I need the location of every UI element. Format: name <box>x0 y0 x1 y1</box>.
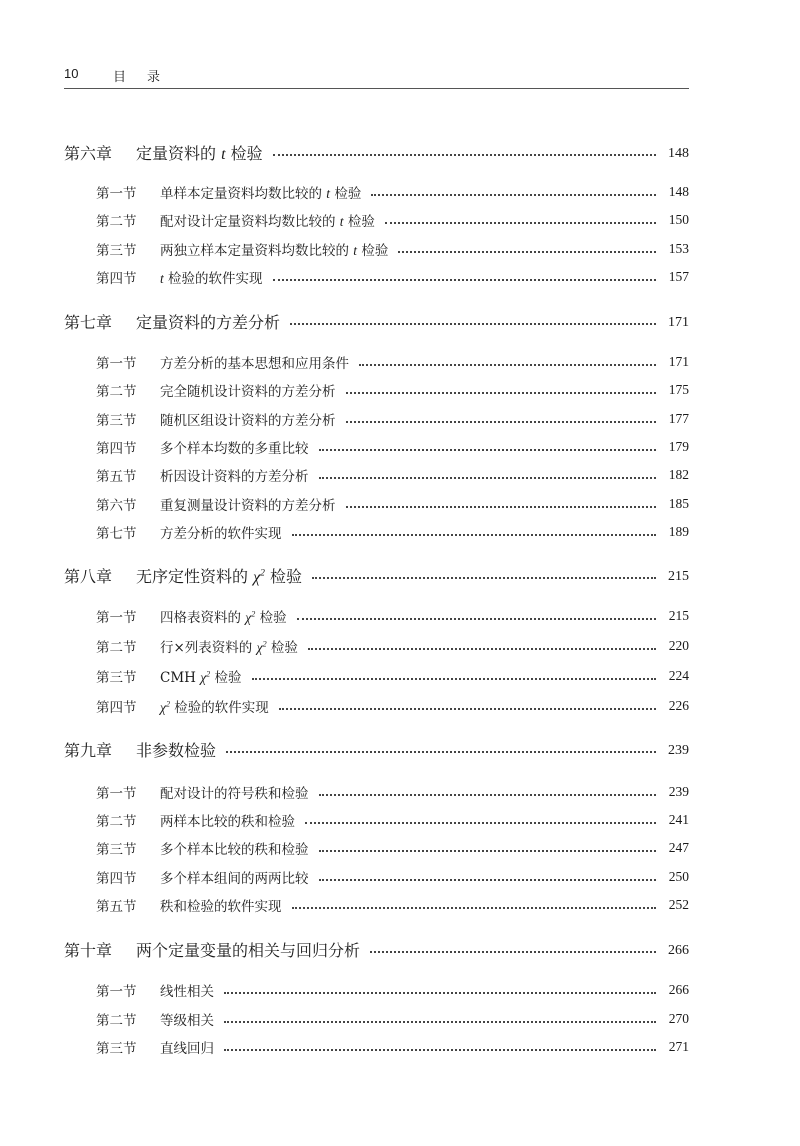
toc-section[interactable] <box>64 464 689 486</box>
leader-dots <box>305 822 656 824</box>
section-page: 226 <box>668 698 689 713</box>
leader-dots <box>312 577 656 579</box>
section-title: 方差分析的基本思想和应用条件 <box>160 356 349 372</box>
section-number: 第三节 <box>96 243 137 259</box>
section-title: 完全随机设计资料的方差分析 <box>160 384 336 400</box>
section-number: 第三节 <box>96 413 137 429</box>
leader-dots <box>398 251 656 253</box>
chapter-title: 无序定性资料的 $\chi^2$ 检验 <box>136 566 303 586</box>
leader-dots <box>290 323 656 325</box>
chapter-page: 266 <box>668 943 689 958</box>
chapter-number: 第七章 <box>64 312 113 332</box>
toc-section[interactable] <box>64 521 689 543</box>
section-title: 析因设计资料的方差分析 <box>160 469 309 485</box>
chapter-title: 定量资料的 t 检验 <box>136 143 263 163</box>
section-title: 单样本定量资料均数比较的 t 检验 <box>160 186 362 202</box>
section-title: 直线回归 <box>160 1041 214 1057</box>
section-page: 179 <box>668 439 689 454</box>
section-title: 行×列表资料的 $\chi^2$ 检验 <box>160 639 298 656</box>
running-header <box>64 64 689 89</box>
section-page: 185 <box>668 496 689 511</box>
leader-dots <box>371 194 656 196</box>
section-page: 239 <box>668 784 689 799</box>
section-number: 第一节 <box>96 356 137 372</box>
section-number: 第五节 <box>96 899 137 915</box>
section-title: 等级相关 <box>160 1013 214 1029</box>
header-page-number: 10 <box>64 66 79 81</box>
leader-dots <box>297 618 656 620</box>
leader-dots <box>319 449 657 451</box>
section-page: 250 <box>668 869 689 884</box>
section-title: 随机区组设计资料的方差分析 <box>160 413 336 429</box>
toc-section[interactable] <box>64 665 689 687</box>
toc-section[interactable] <box>64 894 689 916</box>
chapter-number: 第十章 <box>64 940 113 960</box>
toc-section[interactable] <box>64 635 689 657</box>
toc-section[interactable] <box>64 181 689 203</box>
section-page: 224 <box>668 668 689 683</box>
toc-chapter[interactable] <box>64 141 689 163</box>
section-page: 177 <box>668 411 689 426</box>
leader-dots <box>292 534 657 536</box>
leader-dots <box>359 364 656 366</box>
header-title-char-2: 录 <box>147 69 161 84</box>
section-page: 252 <box>668 897 689 912</box>
leader-dots <box>252 678 656 680</box>
leader-dots <box>319 477 657 479</box>
leader-dots <box>224 1049 656 1051</box>
section-page: 215 <box>668 608 689 623</box>
section-title: 两样本比较的秩和检验 <box>160 814 295 830</box>
leader-dots <box>292 907 657 909</box>
toc-section[interactable] <box>64 605 689 627</box>
section-title: 多个样本均数的多重比较 <box>160 441 309 457</box>
toc-section[interactable] <box>64 408 689 430</box>
toc-chapter[interactable] <box>64 564 689 586</box>
leader-dots <box>319 794 657 796</box>
leader-dots <box>370 951 656 953</box>
section-title: 方差分析的软件实现 <box>160 526 282 542</box>
toc-section[interactable] <box>64 209 689 231</box>
toc-section[interactable] <box>64 379 689 401</box>
leader-dots <box>224 1021 656 1023</box>
leader-dots <box>224 992 656 994</box>
section-page: 182 <box>668 467 689 482</box>
leader-dots <box>273 154 656 156</box>
section-title: 重复测量设计资料的方差分析 <box>160 498 336 514</box>
toc-section[interactable] <box>64 979 689 1001</box>
section-page: 148 <box>668 184 689 199</box>
section-number: 第三节 <box>96 1041 137 1057</box>
section-number: 第二节 <box>96 384 137 400</box>
toc-section[interactable] <box>64 695 689 717</box>
toc-section[interactable] <box>64 266 689 288</box>
section-title: CMH $\chi^2$ 检验 <box>160 669 242 686</box>
section-page: 189 <box>668 524 689 539</box>
leader-dots <box>279 708 656 710</box>
toc-section[interactable] <box>64 1008 689 1030</box>
toc-section[interactable] <box>64 1036 689 1058</box>
section-number: 第二节 <box>96 214 137 230</box>
chapter-title: 定量资料的方差分析 <box>136 312 281 332</box>
section-page: 266 <box>668 982 689 997</box>
header-title-char-1: 目 <box>113 69 127 84</box>
toc-chapter[interactable] <box>64 310 689 332</box>
toc-section[interactable] <box>64 837 689 859</box>
section-number: 第四节 <box>96 871 137 887</box>
chapter-page: 171 <box>668 315 689 330</box>
chapter-number: 第六章 <box>64 143 113 163</box>
section-page: 153 <box>668 241 689 256</box>
section-title: t 检验的软件实现 <box>160 271 263 287</box>
toc-section[interactable] <box>64 436 689 458</box>
toc-section[interactable] <box>64 493 689 515</box>
chapter-title: 两个定量变量的相关与回归分析 <box>136 940 361 960</box>
section-title: $\chi^2$ 检验的软件实现 <box>160 699 269 716</box>
toc-section[interactable] <box>64 351 689 373</box>
chapter-page: 239 <box>668 743 689 758</box>
section-title: 秩和检验的软件实现 <box>160 899 282 915</box>
leader-dots <box>319 850 657 852</box>
section-number: 第一节 <box>96 984 137 1000</box>
section-title: 多个样本组间的两两比较 <box>160 871 309 887</box>
chapter-number: 第九章 <box>64 740 113 760</box>
section-number: 第三节 <box>96 842 137 858</box>
section-number: 第二节 <box>96 640 137 656</box>
toc-section[interactable] <box>64 809 689 831</box>
leader-dots <box>319 879 657 881</box>
leader-dots <box>308 648 656 650</box>
chapter-number: 第八章 <box>64 566 113 586</box>
chapter-title: 非参数检验 <box>136 740 217 760</box>
section-title: 两独立样本定量资料均数比较的 t 检验 <box>160 243 389 259</box>
section-number: 第三节 <box>96 670 137 686</box>
section-title: 线性相关 <box>160 984 214 1000</box>
leader-dots <box>385 222 656 224</box>
toc-section[interactable] <box>64 781 689 803</box>
toc-section[interactable] <box>64 866 689 888</box>
section-number: 第四节 <box>96 441 137 457</box>
section-page: 157 <box>668 269 689 284</box>
leader-dots <box>346 506 657 508</box>
section-number: 第一节 <box>96 610 137 626</box>
section-title: 配对设计的符号秩和检验 <box>160 786 309 802</box>
section-page: 241 <box>668 812 689 827</box>
section-page: 247 <box>668 840 689 855</box>
toc-chapter[interactable] <box>64 738 689 760</box>
section-page: 271 <box>668 1039 689 1054</box>
leader-dots <box>226 751 656 753</box>
section-number: 第四节 <box>96 271 137 287</box>
section-page: 270 <box>668 1011 689 1026</box>
leader-dots <box>346 421 657 423</box>
section-title: 配对设计定量资料均数比较的 t 检验 <box>160 214 375 230</box>
chapter-page: 215 <box>668 569 689 584</box>
section-number: 第二节 <box>96 1013 137 1029</box>
section-number: 第七节 <box>96 526 137 542</box>
section-title: 多个样本比较的秩和检验 <box>160 842 309 858</box>
section-page: 171 <box>668 354 689 369</box>
toc-section[interactable] <box>64 238 689 260</box>
section-page: 150 <box>668 212 689 227</box>
toc-chapter[interactable] <box>64 938 689 960</box>
section-number: 第一节 <box>96 786 137 802</box>
section-number: 第五节 <box>96 469 137 485</box>
leader-dots <box>273 279 656 281</box>
section-page: 220 <box>668 638 689 653</box>
section-number: 第四节 <box>96 700 137 716</box>
section-number: 第一节 <box>96 186 137 202</box>
chapter-page: 148 <box>668 146 689 161</box>
leader-dots <box>346 392 657 394</box>
section-number: 第二节 <box>96 814 137 830</box>
section-title: 四格表资料的 $\chi^2$ 检验 <box>160 609 287 626</box>
section-page: 175 <box>668 382 689 397</box>
section-number: 第六节 <box>96 498 137 514</box>
